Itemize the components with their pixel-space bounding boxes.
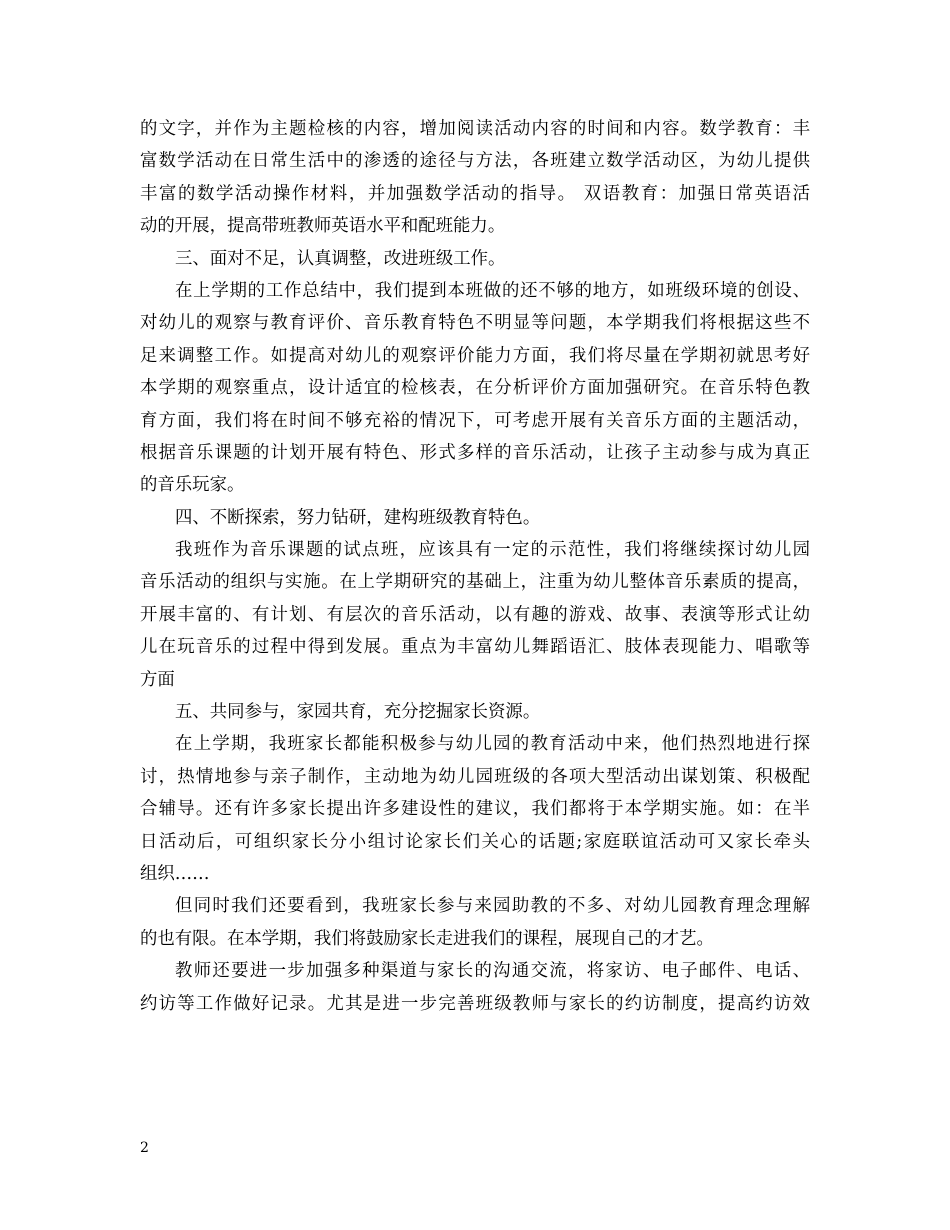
- text-line: 约访等工作做好记录。尤其是进一步完善班级教师与家长的约访制度，提高约访效: [140, 993, 810, 1014]
- text-line: 足来调整工作。如提高对幼儿的观察评价能力方面，我们将尽量在学期初就思考好: [140, 345, 810, 366]
- text-line: 组织……: [140, 863, 210, 884]
- text-line: 本学期的观察重点，设计适宜的检核表，在分析评价方面加强研究。在音乐特色教: [140, 378, 810, 399]
- section-heading: 五、共同参与，家园共育，充分挖掘家长资源。: [175, 702, 541, 723]
- text-line: 在上学期，我班家长都能积极参与幼儿园的教育活动中来，他们热烈地进行探: [175, 734, 810, 755]
- text-line: 动的开展，提高带班教师英语水平和配班能力。: [140, 216, 506, 237]
- text-line: 富数学活动在日常生活中的渗透的途径与方法，各班建立数学活动区，为幼儿提供: [140, 151, 810, 172]
- text-line: 儿在玩音乐的过程中得到发展。重点为丰富幼儿舞蹈语汇、肢体表现能力、唱歌等: [140, 637, 810, 658]
- text-line: 对幼儿的观察与教育评价、音乐教育特色不明显等问题，本学期我们将根据这些不: [140, 313, 810, 334]
- text-line: 的也有限。在本学期，我们将鼓励家长走进我们的课程，展现自己的才艺。: [140, 928, 714, 949]
- section-heading: 三、面对不足，认真调整，改进班级工作。: [175, 248, 506, 269]
- text-line: 育方面，我们将在时间不够充裕的情况下，可考虑开展有关音乐方面的主题活动，: [140, 410, 810, 431]
- text-line: 在上学期的工作总结中，我们提到本班做的还不够的地方，如班级环境的创设、: [175, 280, 810, 301]
- body-text: [140, 113, 810, 1020]
- text-line: 教师还要进一步加强多种渠道与家长的沟通交流，将家访、电子邮件、电话、: [175, 961, 810, 982]
- text-line: 开展丰富的、有计划、有层次的音乐活动，以有趣的游戏、故事、表演等形式让幼: [140, 604, 810, 625]
- text-line: 我班作为音乐课题的试点班，应该具有一定的示范性，我们将继续探讨幼儿园: [175, 540, 810, 561]
- text-line: 音乐活动的组织与实施。在上学期研究的基础上，注重为幼儿整体音乐素质的提高，: [140, 572, 810, 593]
- text-line: 的文字，并作为主题检核的内容，增加阅读活动内容的时间和内容。数学教育：丰: [140, 119, 810, 139]
- text-line: 但同时我们还要看到，我班家长参与来园助教的不多、对幼儿园教育理念理解: [175, 896, 810, 917]
- text-line: 讨，热情地参与亲子制作，主动地为幼儿园班级的各项大型活动出谋划策、积极配: [140, 766, 810, 787]
- text-line: 的音乐玩家。: [140, 475, 245, 496]
- text-line: 日活动后，可组织家长分小组讨论家长们关心的话题;家庭联谊活动可又家长牵头: [140, 831, 810, 852]
- text-line: 合辅导。还有许多家长提出许多建设性的建议，我们都将于本学期实施。如：在半: [140, 799, 810, 820]
- section-heading: 四、不断探索，努力钻研，建构班级教育特色。: [175, 507, 541, 528]
- page-number: 2: [140, 1140, 149, 1156]
- text-line: 丰富的数学活动操作材料，并加强数学活动的指导。 双语教育：加强日常英语活: [140, 183, 810, 204]
- text-line: 方面: [140, 669, 175, 690]
- text-line: 根据音乐课题的计划开展有特色、形式多样的音乐活动，让孩子主动参与成为真正: [140, 442, 810, 463]
